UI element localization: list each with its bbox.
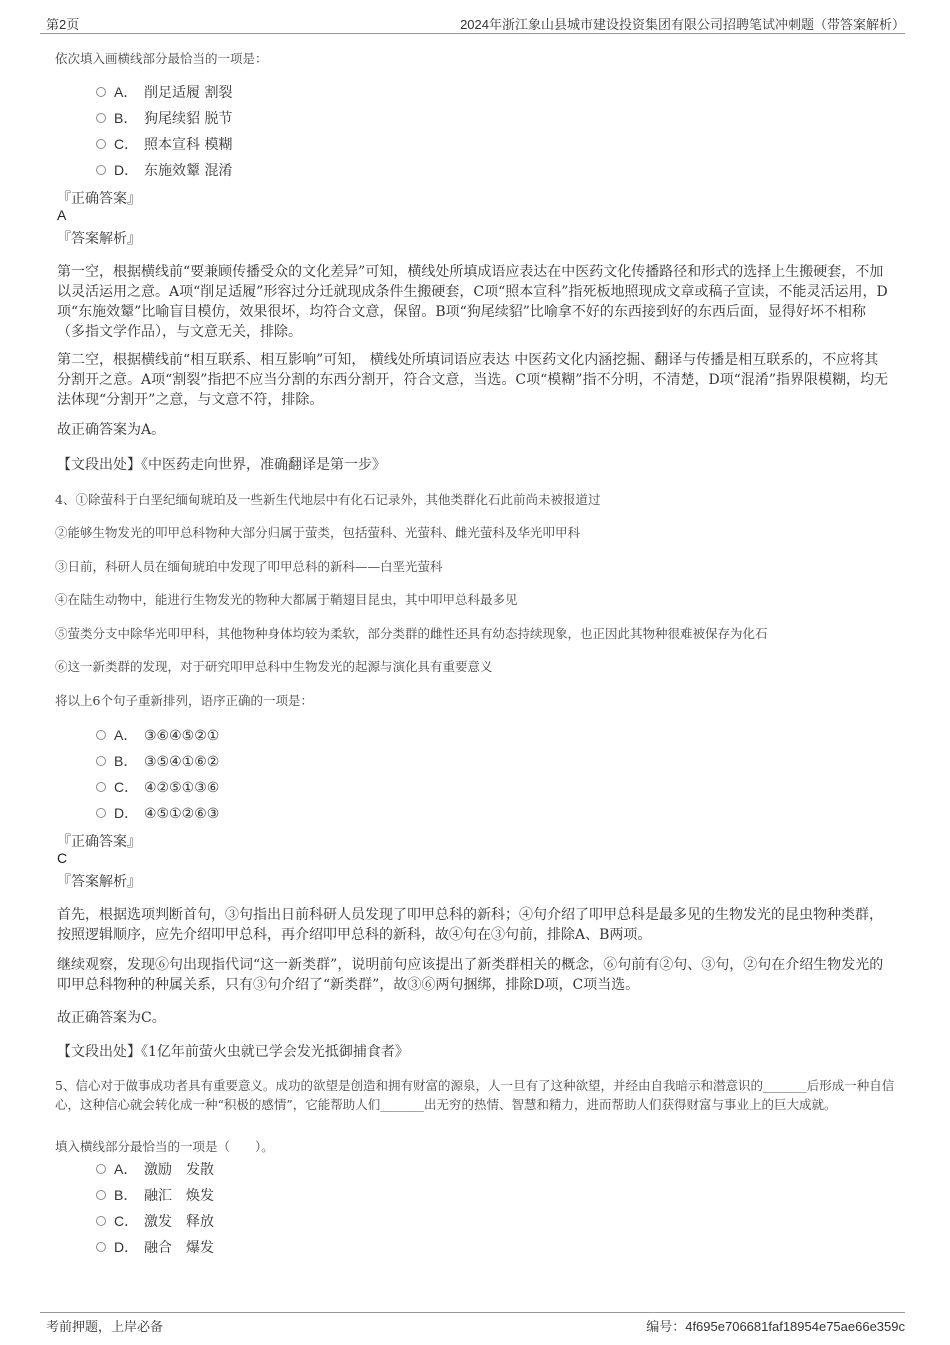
- radio-icon[interactable]: [96, 113, 106, 123]
- option-letter: D．: [114, 1239, 139, 1255]
- q4-sentence-2: ②能够生物发光的叩甲总科物种大部分归属于萤类，包括萤科、光萤科、雌光萤科及华光叩甲科: [55, 525, 581, 540]
- option-text: 激励 发散: [144, 1162, 214, 1178]
- document-title: 2024年浙江象山县城市建设投资集团有限公司招聘笔试冲刺题（带答案解析）: [460, 17, 905, 32]
- analysis-paragraph: 继续观察，发现⑥句出现指代词“这一新类群”，说明前句应该提出了新类群相关的概念，⑥句前有②句、③句，②句在介绍生物发光的叩甲总科物种的种属关系，只有③句介绍了“新类群”，故③⑥两句捆绑，排除D项，C项当选。: [57, 957, 884, 993]
- q5-option-c[interactable]: [96, 1211, 214, 1231]
- q4-sentence-6: ⑥这一新类群的发现，对于研究叩甲总科中生物发光的起源与演化具有重要意义: [55, 659, 493, 674]
- option-letter: A．: [114, 1161, 138, 1177]
- q3-prompt: 依次填入画横线部分最恰当的一项是：: [55, 51, 268, 66]
- analysis-conclusion: 故正确答案为C。: [57, 1010, 166, 1026]
- analysis-conclusion: 故正确答案为A。: [57, 422, 166, 438]
- q4-sentence-4: ④在陆生动物中，能进行生物发光的物种大都属于鞘翅目昆虫，其中叩甲总科最多见: [55, 592, 518, 607]
- analysis-label: 『答案解析』: [57, 231, 141, 247]
- analysis-label: 『答案解析』: [57, 874, 141, 890]
- option-text: 照本宣科 模糊: [144, 137, 233, 153]
- analysis-paragraph: 第二空，根据横线前“相互联系、相互影响”可知， 横线处所填词语应表达 中医药文化内涵挖掘、翻译与传播是相互联系的，不应将其分割开之意。A项“割裂”指把不应当分割的东西分割开，符合文意，当选。C项“模糊”指不分明，不清楚，D项“混淆”指界限模糊，均无法体现“分割开”之意，与文意不符，排除。: [57, 352, 888, 408]
- q4-sentence-3: ③日前，科研人员在缅甸琥珀中发现了叩甲总科的新科——白垩光萤科: [55, 559, 443, 574]
- correct-answer: C: [57, 850, 68, 866]
- radio-icon[interactable]: [96, 87, 106, 97]
- radio-icon[interactable]: [96, 808, 106, 818]
- radio-icon[interactable]: [96, 756, 106, 766]
- q5-option-d[interactable]: [96, 1237, 214, 1257]
- option-letter: C．: [114, 779, 139, 795]
- radio-icon[interactable]: [96, 1164, 106, 1174]
- q4-option-c[interactable]: [96, 777, 219, 797]
- q4-option-b[interactable]: [96, 751, 219, 771]
- radio-icon[interactable]: [96, 730, 106, 740]
- q4-sentence-1: 4、①除萤科于白垩纪缅甸琥珀及一些新生代地层中有化石记录外，其他类群化石此前尚未被报道过: [55, 492, 601, 507]
- q5-stem: 5、信心对于做事成功者具有重要意义。成功的欲望是创造和拥有财富的源泉，人一旦有了这种欲望，并经由自我暗示和潜意识的_______后形成一种自信心，这种信心就会转化成一种“积极的感情”，它能帮助人们_______出无穷的热情、智慧和精力，进而帮助人们获得财富与事业上的巨大成就。: [55, 1078, 895, 1112]
- page-number: 第2页: [46, 17, 80, 32]
- q3-option-d[interactable]: [96, 160, 232, 180]
- q5-option-b[interactable]: [96, 1185, 214, 1205]
- analysis-paragraph: 第一空，根据横线前“要兼顾传播受众的文化差异”可知，横线处所填成语应表达在中医药文化传播路径和形式的选择上生搬硬套，不加以灵活运用之意。A项“削足适履”形容过分迁就现成条件生搬硬套，C项“照本宣科”指死板地照现成文章或稿子宣读，不能灵活运用，D项“东施效颦”比喻盲目模仿，效果很坏，均符合文意，保留。B项“狗尾续貂”比喻拿不好的东西接到好的东西后面，显得好坏不相称（多指文学作品），与文意无关，排除。: [57, 264, 888, 340]
- radio-icon[interactable]: [96, 1216, 106, 1226]
- q5-option-a[interactable]: [96, 1159, 214, 1179]
- option-letter: A．: [114, 727, 138, 743]
- q4-option-d[interactable]: [96, 803, 219, 823]
- option-letter: C．: [114, 1213, 139, 1229]
- passage-source: 【文段出处】《中医药走向世界，准确翻译是第一步》: [57, 457, 386, 473]
- option-text: 削足适履 割裂: [144, 85, 233, 101]
- q5-prompt: 填入横线部分最恰当的一项是（ ）。: [55, 1139, 274, 1154]
- option-letter: B．: [114, 110, 138, 126]
- passage-source: 【文段出处】《1亿年前萤火虫就已学会发光抵御捕食者》: [57, 1044, 409, 1060]
- correct-answer: A: [57, 207, 67, 223]
- option-text: ③⑥④⑤②①: [144, 728, 220, 744]
- q4-sentence-5: ⑤萤类分支中除华光叩甲科，其他物种身体均较为柔软，部分类群的雌性还具有幼态持续现象，也正因此其物种很难被保存为化石: [55, 626, 768, 641]
- option-text: 融合 爆发: [144, 1240, 214, 1256]
- q4-prompt: 将以上6个句子重新排列，语序正确的一项是：: [55, 693, 313, 708]
- q3-option-c[interactable]: [96, 134, 232, 154]
- correct-answer-label: 『正确答案』: [57, 191, 141, 207]
- correct-answer-label: 『正确答案』: [57, 834, 141, 850]
- option-letter: D．: [114, 162, 139, 178]
- option-text: 激发 释放: [144, 1214, 214, 1230]
- option-text: 狗尾续貂 脱节: [144, 111, 233, 127]
- q3-option-b[interactable]: [96, 108, 232, 128]
- radio-icon[interactable]: [96, 1190, 106, 1200]
- option-letter: D．: [114, 805, 139, 821]
- footer-slogan: 考前押题，上岸必备: [46, 1320, 164, 1335]
- analysis-paragraph: 首先，根据选项判断首句，③句指出日前科研人员发现了叩甲总科的新科；④句介绍了叩甲总科是最多见的生物发光的昆虫物种类群，按照逻辑顺序，应先介绍叩甲总科，再介绍叩甲总科的新科，故④句在③句前，排除A、B两项。: [57, 907, 883, 943]
- option-letter: A．: [114, 84, 138, 100]
- option-letter: B．: [114, 753, 138, 769]
- option-text: ④⑤①②⑥③: [144, 806, 220, 822]
- q3-option-a[interactable]: [96, 82, 232, 102]
- document-code-label: 编号：: [646, 1320, 686, 1335]
- q4-option-a[interactable]: [96, 725, 219, 745]
- page-header: [40, 14, 905, 34]
- document-code: [646, 1316, 905, 1335]
- page-footer: [40, 1312, 905, 1334]
- radio-icon[interactable]: [96, 139, 106, 149]
- radio-icon[interactable]: [96, 782, 106, 792]
- radio-icon[interactable]: [96, 1242, 106, 1252]
- option-letter: B．: [114, 1187, 138, 1203]
- option-text: 东施效颦 混淆: [144, 163, 233, 179]
- option-text: 融汇 焕发: [144, 1188, 214, 1204]
- radio-icon[interactable]: [96, 165, 106, 175]
- option-text: ④②⑤①③⑥: [144, 780, 220, 796]
- document-code-value: 4f695e706681faf18954e75ae66e359c: [685, 1319, 905, 1334]
- option-letter: C．: [114, 136, 139, 152]
- option-text: ③⑤④①⑥②: [144, 754, 220, 770]
